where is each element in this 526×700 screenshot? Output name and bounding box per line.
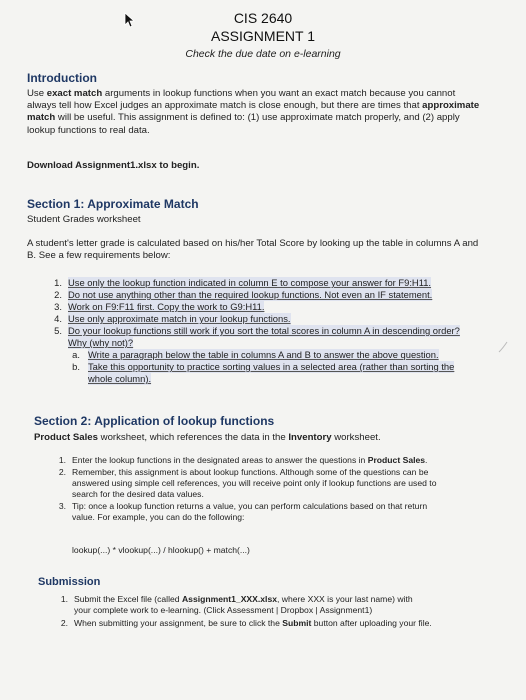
- list-item: 4. Use only approximate match in your lookup functions.: [54, 313, 291, 324]
- list-item: 1. Use only the lookup function indicated in column E to compose your answer for F9:H11.: [54, 277, 432, 288]
- list-item: 5. Do your lookup functions still work if you sort the total scores in column A in descending order? Why (why not)?: [54, 325, 460, 348]
- intro-paragraph: Use exact match arguments in lookup functions when you want an exact match because you cannot always tell how Excel judges an approximate match is close enough, but there are times that approximate match will be useful. This assignment is defined to: (1) use approximate match properly, and (2) apply lookup functions to real data.: [27, 88, 480, 136]
- course-code: CIS 2640: [233, 10, 293, 26]
- section1-requirements-list: [46, 277, 506, 385]
- section2-heading: Section 2: Application of lookup functions: [34, 414, 275, 428]
- list-item: 2. Do not use anything other than the required lookup functions. Not even an IF statement.: [54, 289, 433, 300]
- assignment-title: ASSIGNMENT 1: [211, 28, 315, 44]
- section1-paragraph: A student's letter grade is calculated based on his/her Total Score by looking up the table in columns A and B. See a few requirements below:: [27, 238, 479, 262]
- section2-intro: Product Sales worksheet, which references the data in the Inventory worksheet.: [34, 432, 381, 443]
- pen-mark-icon: [497, 340, 509, 354]
- formula-example: lookup(...) * vlookup(...) / hlookup() + match(...): [72, 545, 250, 555]
- list-item: 3. Work on F9:F11 first. Copy the work to G9:H11.: [54, 301, 265, 312]
- sub-list-item: a. Write a paragraph below the table in columns A and B to answer the above question.: [72, 349, 439, 360]
- section1-heading: Section 1: Approximate Match: [27, 197, 199, 211]
- section2-list: [50, 455, 500, 525]
- due-date-note: Check the due date on e-learning: [185, 48, 341, 60]
- list-item: 3. Tip: once a lookup function returns a value, you can perform calculations based on that return value. For example, you can do the following:: [58, 501, 428, 522]
- section1-worksheet-name: Student Grades worksheet: [27, 214, 141, 225]
- submission-heading: Submission: [38, 576, 101, 588]
- list-item: 1. Submit the Excel file (called Assignment1_XXX.xlsx, where XXX is your last name) with your complete work to e-learning. (Click Assessment | Dropbox | Assignment1): [60, 594, 413, 615]
- submission-list: [52, 594, 512, 630]
- sub-list-item: b. Take this opportunity to practice sorting values in a selected area (rather than sorting the whole column).: [72, 361, 455, 384]
- intro-heading: Introduction: [27, 71, 97, 85]
- list-item: 1. Enter the lookup functions in the designated areas to answer the questions in Product Sales.: [58, 455, 428, 465]
- download-instruction: Download Assignment1.xlsx to begin.: [27, 160, 200, 171]
- list-item: 2. Remember, this assignment is about lookup functions. Although some of the questions can be answered using simple cell references, you will receive point only if lookup functions are used to search for the desired data values.: [58, 467, 437, 499]
- list-item: 2. When submitting your assignment, be sure to click the Submit button after uploading your file.: [60, 618, 432, 628]
